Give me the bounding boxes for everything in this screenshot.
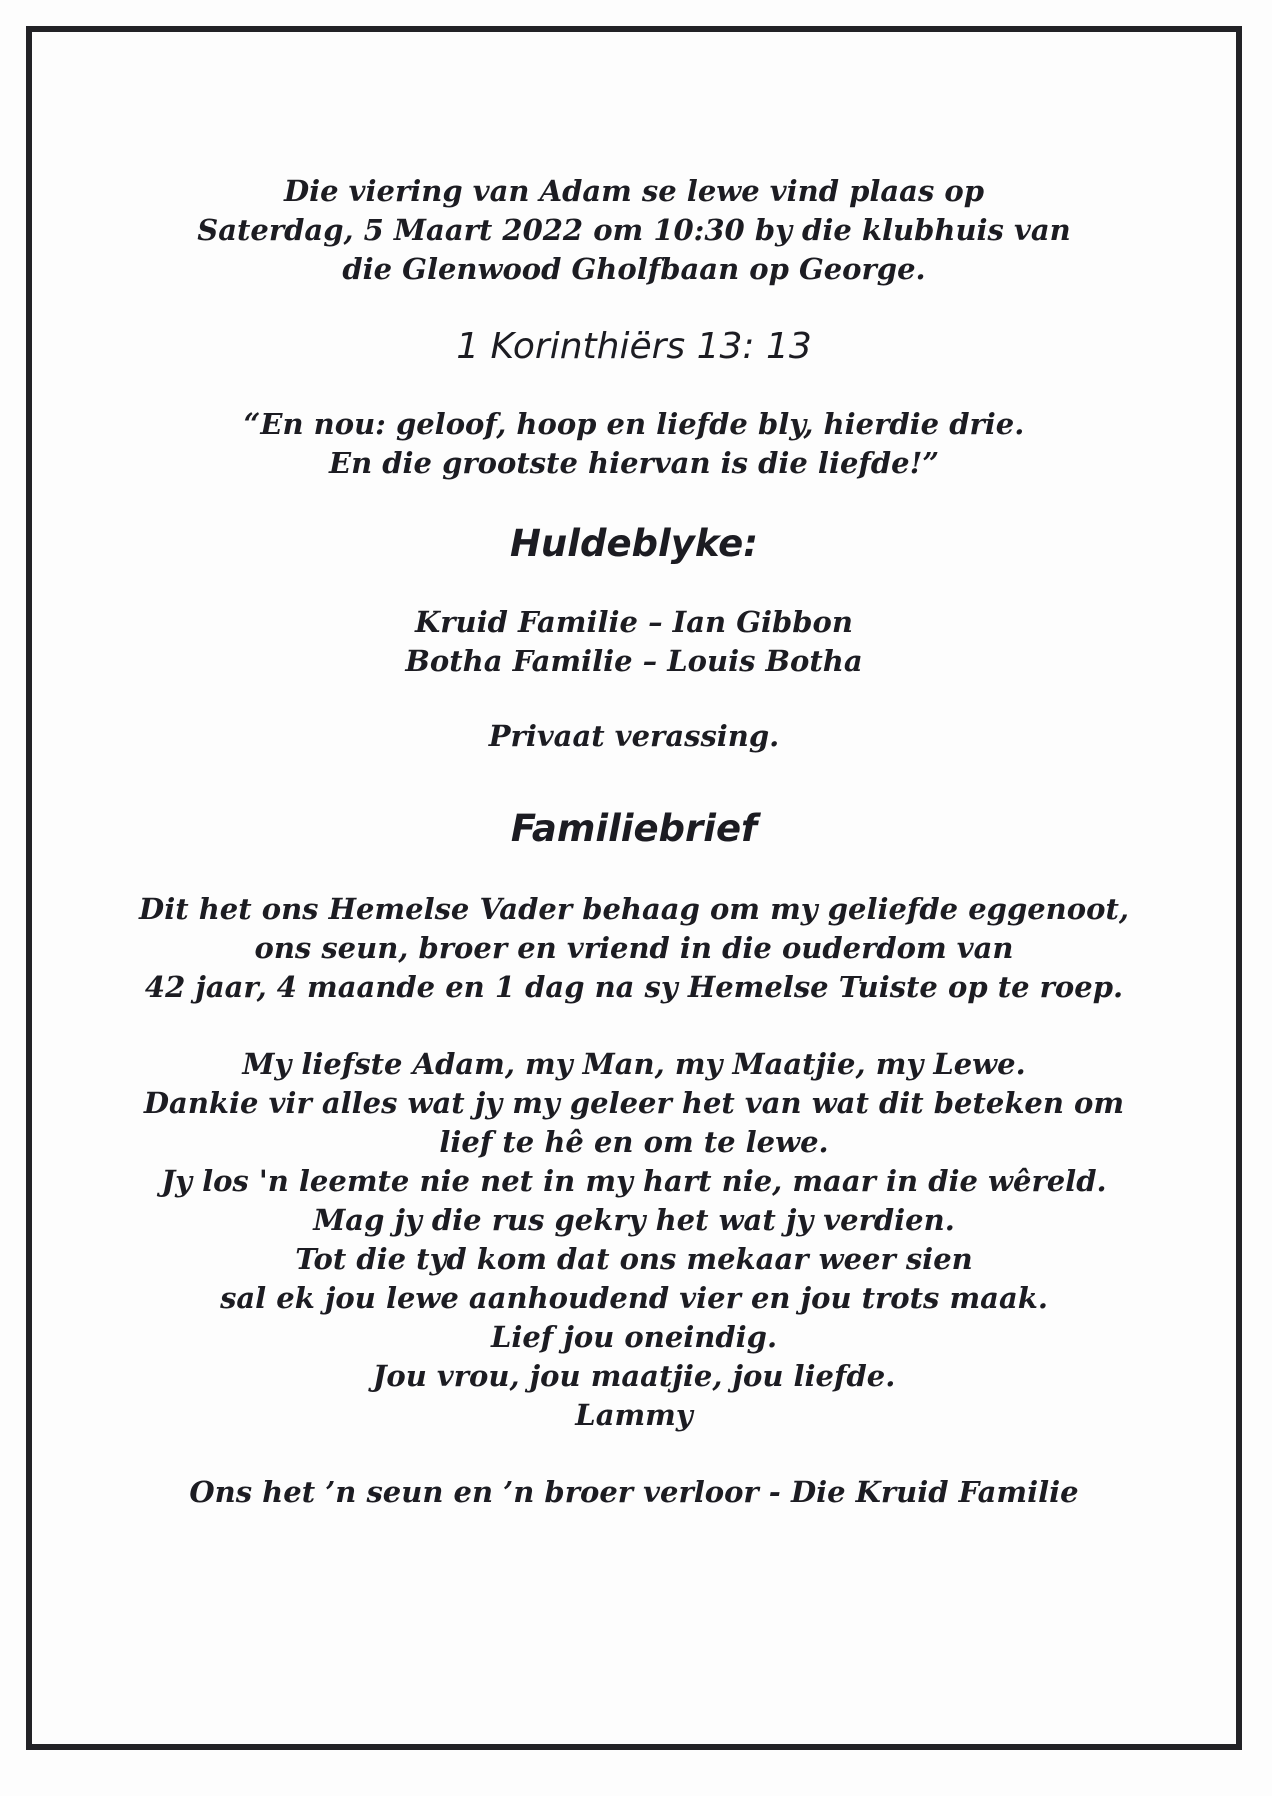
letter-intro-line: Dit het ons Hemelse Vader behaag om my geliefde eggenoot, xyxy=(139,892,1129,926)
family-letter-message xyxy=(32,1045,1236,1435)
letter-line: Dankie vir alles wat jy my geleer het van wat dit beteken om xyxy=(143,1086,1125,1120)
letter-line: Jou vrou, jou maatjie, jou liefde. xyxy=(372,1359,896,1393)
tributes-heading: Huldeblyke: xyxy=(509,522,759,565)
letter-signature: Lammy xyxy=(575,1398,693,1432)
announcement xyxy=(32,172,1236,289)
cremation-note: Privaat verassing. xyxy=(488,719,780,753)
family-closing-line: Ons het ’n seun en ’n broer verloor - Die Kruid Familie xyxy=(189,1475,1079,1509)
scripture-reference: 1 Korinthiërs 13: 13 xyxy=(456,326,812,367)
letter-line: My liefste Adam, my Man, my Maatjie, my Lewe. xyxy=(242,1047,1026,1081)
announcement-line: Die viering van Adam se lewe vind plaas op xyxy=(283,174,985,208)
family-letter-intro xyxy=(32,890,1236,1007)
scripture-line: “En nou: geloof, hoop en liefde bly, hierdie drie. xyxy=(243,407,1025,441)
scripture-quote xyxy=(32,405,1236,483)
letter-line: sal ek jou lewe aanhoudend vier en jou trots maak. xyxy=(220,1281,1048,1315)
tribute-item: Botha Familie – Louis Botha xyxy=(405,644,863,678)
letter-line: lief te hê en om te lewe. xyxy=(439,1125,829,1159)
letter-line: Mag jy die rus gekry het wat jy verdien. xyxy=(313,1203,955,1237)
scripture-line: En die grootste hiervan is die liefde!” xyxy=(328,446,940,480)
letter-line: Tot die tyd kom dat ons mekaar weer sien xyxy=(295,1242,973,1276)
letter-line: Lief jou oneindig. xyxy=(490,1320,778,1354)
tributes-list xyxy=(32,603,1236,681)
tribute-item: Kruid Familie – Ian Gibbon xyxy=(415,605,853,639)
family-letter-heading: Familiebrief xyxy=(510,807,758,850)
memorial-notice xyxy=(32,32,1236,1512)
announcement-line: Saterdag, 5 Maart 2022 om 10:30 by die klubhuis van xyxy=(197,213,1071,247)
letter-intro-line: ons seun, broer en vriend in die ouderdom van xyxy=(254,931,1014,965)
letter-line: Jy los 'n leemte nie net in my hart nie, maar in die wêreld. xyxy=(161,1164,1107,1198)
announcement-line: die Glenwood Gholfbaan op George. xyxy=(342,252,926,286)
letter-intro-line: 42 jaar, 4 maande en 1 dag na sy Hemelse Tuiste op te roep. xyxy=(144,970,1124,1004)
